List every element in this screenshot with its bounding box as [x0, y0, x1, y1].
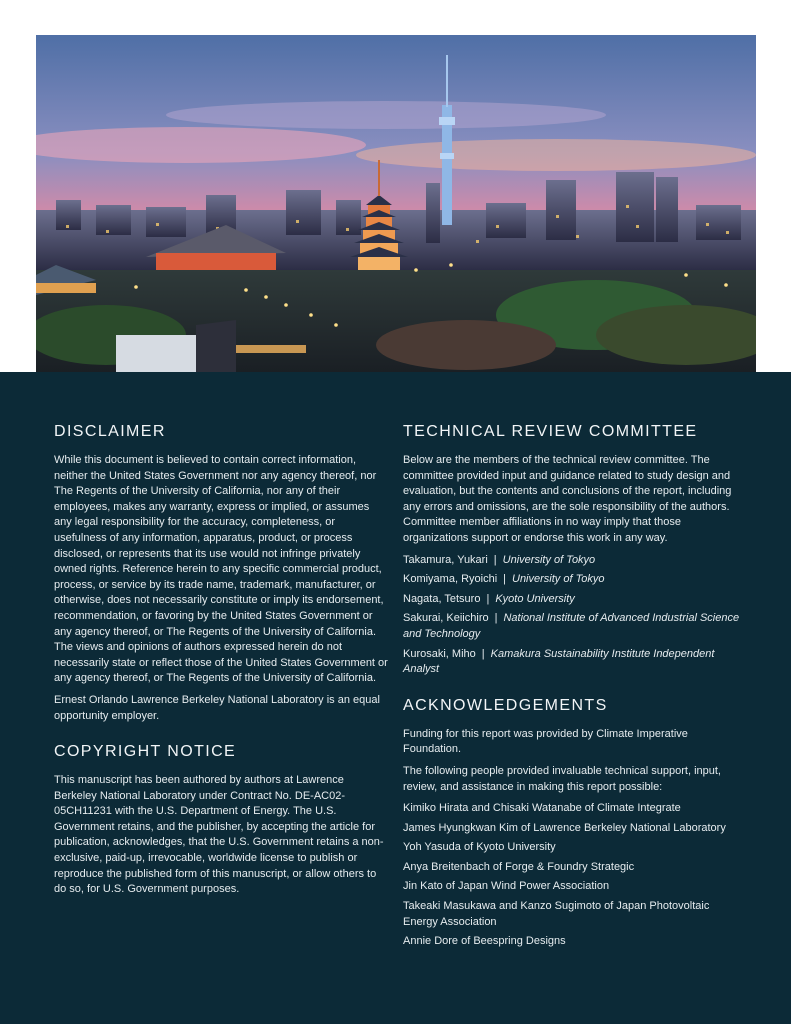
member-separator: |	[493, 553, 497, 566]
member-separator: |	[481, 647, 485, 660]
copyright-section	[54, 742, 389, 898]
acknowledged-person: Anya Breitenbach of Forge & Foundry Strategic	[403, 860, 635, 873]
right-column	[403, 422, 743, 968]
committee-section	[403, 422, 743, 678]
member-name: Nagata, Tetsuro	[403, 592, 481, 605]
acknowledged-person: Takeaki Masukawa and Kanzo Sugimoto of Japan Photovoltaic Energy Association	[403, 900, 710, 928]
acknowledged-person: Jin Kato of Japan Wind Power Association	[403, 880, 610, 893]
member-affiliation: University of Tokyo	[512, 573, 605, 586]
member-affiliation: University of Tokyo	[502, 553, 596, 566]
content-panel	[0, 372, 791, 1024]
committee-heading: TECHNICAL REVIEW COMMITTEE	[403, 423, 698, 440]
hero-photo	[36, 35, 756, 372]
disclaimer-paragraph: While this document is believed to contain correct information, neither the United States Government nor any agency thereof, nor The Regents of the University of California, nor any of their employees, makes any warranty, express or implied, or assumes any legal responsibility for the accuracy, completeness, or usefulness of any information, apparatus, product, or process disclosed, or represents that its use would not infringe privately owned rights. Reference herein to any specific commercial product, process, or service by its trade name, trademark, manufacturer, or otherwise, does not necessarily constitute or imply its endorsement, recommendation, or favoring by the United States Government or any agency thereof, or The Regents of the University of California. The views and opinions of authors expressed herein do not necessarily state or reflect those of the United States Government or any agency thereof, or The Regents of the University of California.	[54, 454, 388, 685]
member-separator: |	[503, 573, 506, 586]
committee-member	[403, 572, 743, 588]
disclaimer-section	[54, 422, 389, 724]
member-name: Komiyama, Ryoichi	[403, 573, 498, 586]
acknowledged-person: James Hyungkwan Kim of Lawrence Berkeley National Laboratory	[403, 821, 726, 834]
member-separator: |	[494, 612, 498, 625]
member-affiliation: Kyoto University	[495, 592, 575, 605]
member-affiliation: Kamakura Sustainability Institute Independent Analyst	[403, 647, 715, 676]
member-name: Sakurai, Keiichiro	[403, 612, 489, 625]
acknowledgements-section	[403, 696, 743, 950]
left-column	[54, 422, 389, 916]
copyright-paragraph: This manuscript has been authored by authors at Lawrence Berkeley National Laboratory under Contract No. DE-AC02-05CH11231 with the U.S. Department of Energy. The U.S. Government retains, and the publisher, by accepting the article for publication, acknowledges, that the U.S. Government retains a non-exclusive, paid-up, irrevocable, worldwide license to publish or reproduce the published form of this manuscript, or allow others to do so, for U.S. Government purposes.	[54, 774, 384, 896]
acknowledgements-paragraph: The following people provided invaluable technical support, input, review, and assistance in making this report possible:	[403, 764, 721, 793]
committee-member	[403, 647, 743, 678]
tokyo-skyline-illustration	[36, 35, 756, 372]
committee-member	[403, 611, 743, 642]
committee-member	[403, 553, 743, 569]
member-affiliation: National Institute of Advanced Industrial Science and Technology	[403, 612, 740, 640]
member-name: Takamura, Yukari	[403, 553, 488, 566]
member-name: Kurosaki, Miho	[403, 647, 476, 660]
acknowledged-person: Yoh Yasuda of Kyoto University	[403, 841, 556, 854]
copyright-heading: COPYRIGHT NOTICE	[54, 743, 237, 761]
disclaimer-heading: DISCLAIMER	[54, 423, 166, 440]
member-separator: |	[486, 592, 490, 605]
acknowledged-person: Annie Dore of Beespring Designs	[403, 935, 566, 948]
acknowledged-person: Kimiko Hirata and Chisaki Watanabe of Climate Integrate	[403, 802, 681, 815]
committee-intro: Below are the members of the technical review committee. The committee provided input and guidance related to study design and evaluation, but the contents and conclusions of the report, including any errors and omissions, are the sole responsibility of the authors. Committee member affiliations in no way imply that those organizations support or endorse this work in any way.	[403, 454, 732, 544]
acknowledgements-heading: ACKNOWLEDGEMENTS	[403, 696, 608, 714]
acknowledgements-paragraph: Funding for this report was provided by Climate Imperative Foundation.	[403, 727, 688, 756]
committee-member	[403, 592, 743, 608]
disclaimer-paragraph: Ernest Orlando Lawrence Berkeley National Laboratory is an equal opportunity employer.	[54, 693, 380, 722]
